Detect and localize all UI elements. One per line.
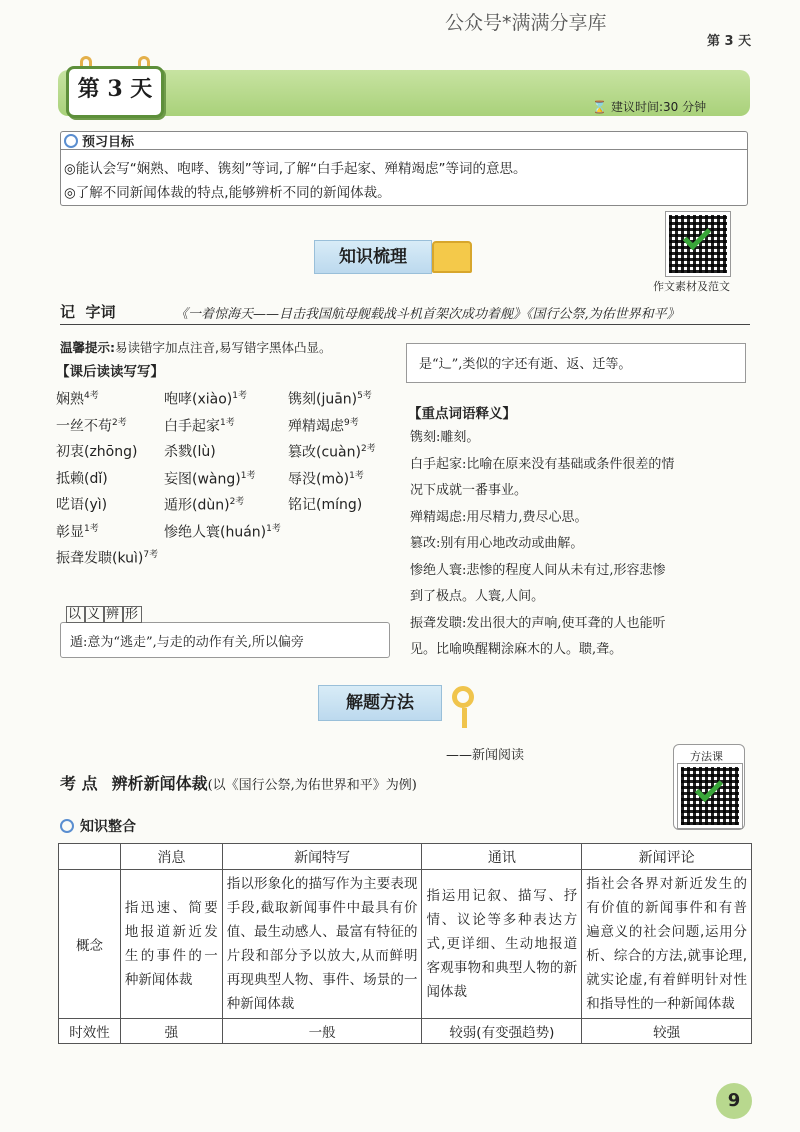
definition-line: 白手起家:比喻在原来没有基础或条件很差的情 xyxy=(410,456,675,472)
kaodian-note: (以《国行公祭,为佑世界和平》为例) xyxy=(207,778,417,793)
exam-count: 2考 xyxy=(229,497,245,507)
key-icon xyxy=(452,686,474,708)
suggest-time xyxy=(592,98,706,115)
vocab-word xyxy=(56,494,107,514)
kaodian xyxy=(60,771,417,794)
vocab-text: 初衷(zhōng) xyxy=(56,444,138,460)
vocab-word xyxy=(56,415,127,436)
table-header xyxy=(59,844,121,870)
vocab-text: 彰显 xyxy=(56,524,84,541)
zs-heading xyxy=(60,816,136,836)
yi-text: 遁:意为“逃走”,与走的动作有关,所以偏旁 xyxy=(70,635,304,650)
vocab-text: 辱没(mò) xyxy=(288,471,350,488)
definition-line: 见。比喻唤醒糊涂麻木的人。聩,聋。 xyxy=(410,642,623,657)
definition-heading: 【重点词语释义】 xyxy=(408,406,516,422)
vocab-text: 娴熟 xyxy=(56,391,84,408)
exam-count: 1考 xyxy=(266,523,281,534)
vocab-word xyxy=(288,441,376,462)
section-title-method: 解题方法 xyxy=(318,685,442,721)
vocab-text: 呓语(yì) xyxy=(56,497,108,513)
vocab-word xyxy=(56,547,158,568)
preview-title-text: 预习目标 xyxy=(82,135,135,150)
table-cell: 指以形象化的描写作为主要表现手段,截取新闻事件中最具有价值、最生动感人、最富有特征的片段和部分予以放大,从而鲜明再现典型人物、事件、场景的一种新闻体裁 xyxy=(222,870,422,1019)
table-row xyxy=(59,870,752,1019)
vocab-text: 铭记(míng) xyxy=(288,497,363,513)
vocab-word xyxy=(164,441,216,461)
definition-line: 篡改:别有用心地改动或曲解。 xyxy=(410,536,584,551)
vocab-text: 振聋发聩(kuì) xyxy=(56,550,144,567)
vocab-text: 镌刻(juān) xyxy=(288,391,358,408)
target-icon xyxy=(64,134,78,148)
yi-tag xyxy=(64,603,144,622)
vocab-text: 妄图(wàng) xyxy=(164,471,241,488)
vocab-word xyxy=(288,494,362,514)
vocab-word xyxy=(164,468,255,489)
table-header-row xyxy=(59,844,752,870)
tip-label: 温馨提示: xyxy=(60,340,115,355)
table-cell: 一般 xyxy=(222,1019,422,1044)
vocab-text: 白手起家 xyxy=(164,418,220,435)
exam-count: 9考 xyxy=(344,417,359,428)
qr-caption: 作文素材及范文 xyxy=(653,280,730,293)
row-header: 概念 xyxy=(59,870,121,1019)
yi-tag-char: 辨 xyxy=(106,607,122,622)
definition-line: 殚精竭虑:用尽精力,费尽心思。 xyxy=(410,509,588,525)
vocab-text: 咆哮(xiào) xyxy=(164,391,233,408)
hourglass-icon: ⌛ xyxy=(592,100,607,114)
exam-count: 1考 xyxy=(220,417,235,428)
vocab-word xyxy=(56,388,99,409)
table-cell: 指社会各界对新近发生的有价值的新闻事件和有普遍意义的社会问题,运用分析、综合的方法,就事论理,就实论虚,有着鲜明针对性和指导性的一种新闻体裁 xyxy=(582,870,752,1019)
exam-count: 2考 xyxy=(360,444,376,454)
exam-count: 4考 xyxy=(84,391,99,401)
vocab-word xyxy=(164,415,235,436)
vocab-word xyxy=(56,441,137,461)
vocab-word xyxy=(164,494,244,515)
vocab-word xyxy=(288,388,372,409)
definition-line: 况下成就一番事业。 xyxy=(410,483,528,498)
divider xyxy=(60,149,748,150)
method-qr-caption: 方法课 xyxy=(690,750,723,763)
vocab-text: 杀戮(lù) xyxy=(164,444,216,460)
preview-line: ◎能认会写“娴熟、咆哮、镌刻”等词,了解“白手起家、殚精竭虑”等词的意思。 xyxy=(64,161,527,177)
ji-heading xyxy=(60,301,115,322)
definition-line: 振聋发聩:发出很大的声响,使耳聋的人也能听 xyxy=(410,615,666,631)
bulb-icon xyxy=(60,819,74,833)
page-label: 第 3 天 xyxy=(707,34,752,49)
exam-count: 2考 xyxy=(112,417,127,428)
section-subtitle: ——新闻阅读 xyxy=(446,748,525,763)
ji-sub: 字词 xyxy=(85,303,116,321)
kaodian-label: 考 点 xyxy=(60,774,98,793)
yi-tag-char: 义 xyxy=(87,607,103,622)
note-continuation: 是“辶”,类似的字还有逝、返、迁等。 xyxy=(406,343,746,383)
genre-table xyxy=(58,843,752,1044)
vocab-text: 抵赖(dǐ) xyxy=(56,470,108,487)
exam-count: 1考 xyxy=(84,523,99,534)
yi-tag-char: 形 xyxy=(125,607,141,622)
vocab-word xyxy=(288,415,359,436)
table-cell: 较弱(有变强趋势) xyxy=(422,1019,582,1044)
table-header: 通讯 xyxy=(422,844,582,870)
tip xyxy=(60,338,331,356)
table-header: 新闻特写 xyxy=(222,844,422,870)
table-header: 消息 xyxy=(120,844,222,870)
table-cell: 较强 xyxy=(582,1019,752,1044)
vocab-word xyxy=(288,468,364,489)
preview-title xyxy=(64,131,134,149)
zs-title: 知识整合 xyxy=(80,819,136,835)
table-cell: 强 xyxy=(120,1019,222,1044)
table-row xyxy=(59,1019,752,1044)
vocab-word xyxy=(56,468,108,488)
exam-count: 1考 xyxy=(349,470,364,481)
vocab-text: 一丝不苟 xyxy=(56,418,112,435)
divider xyxy=(60,324,750,325)
key-stem xyxy=(462,708,467,728)
ji-label: 记 xyxy=(60,303,76,321)
book-icon xyxy=(432,241,472,273)
section-title-knowledge: 知识梳理 xyxy=(314,240,432,274)
tip-text: 易读错字加点注音,易写错字黑体凸显。 xyxy=(115,340,332,355)
exam-count: 5考 xyxy=(357,391,372,401)
definition-line: 惨绝人寰:悲惨的程度人间从未有过,形容悲惨 xyxy=(410,562,666,578)
vocab-text: 惨绝人寰(huán) xyxy=(164,524,267,541)
row-header: 时效性 xyxy=(59,1019,121,1044)
vocab-text: 篡改(cuàn) xyxy=(288,444,361,461)
day-title: 第 3 天 xyxy=(77,76,153,102)
vocab-word xyxy=(56,521,99,542)
definition-line: 镌刻:雕刻。 xyxy=(410,430,480,445)
table-cell: 指迅速、简要地报道新近发生的事件的一种新闻体裁 xyxy=(120,870,222,1019)
exam-count: 1考 xyxy=(240,470,256,481)
kaodian-title: 辨析新闻体裁 xyxy=(111,774,208,793)
suggest-time-text: 建议时间:30 分钟 xyxy=(610,100,707,114)
yi-tag-char: 以 xyxy=(68,607,84,622)
vocab-text: 殚精竭虑 xyxy=(288,418,344,435)
vocab-word xyxy=(164,388,247,409)
exam-count: 1考 xyxy=(232,391,247,401)
table-cell: 指运用记叙、描写、抒情、议论等多种表达方式,更详细、生动地报道客观事物和典型人物的新闻体裁 xyxy=(422,870,582,1019)
vocab-word xyxy=(164,521,281,542)
table-header: 新闻评论 xyxy=(582,844,752,870)
preview-line: ◎了解不同新闻体裁的特点,能够辨析不同的新闻体裁。 xyxy=(64,185,391,201)
definition-line: 到了极点。人寰,人间。 xyxy=(410,589,545,604)
ji-source-titles: 《一着惊海天——目击我国航母舰载战斗机首架次成功着舰》《国行公祭,为佑世界和平》 xyxy=(175,307,680,322)
watermark: 公众号*满满分享库 xyxy=(445,12,607,34)
exam-count: 7考 xyxy=(143,550,159,560)
vocab-text: 遁形(dùn) xyxy=(164,497,230,514)
reading-heading: 【课后读读写写】 xyxy=(56,364,164,380)
page-number: 9 xyxy=(716,1083,752,1119)
